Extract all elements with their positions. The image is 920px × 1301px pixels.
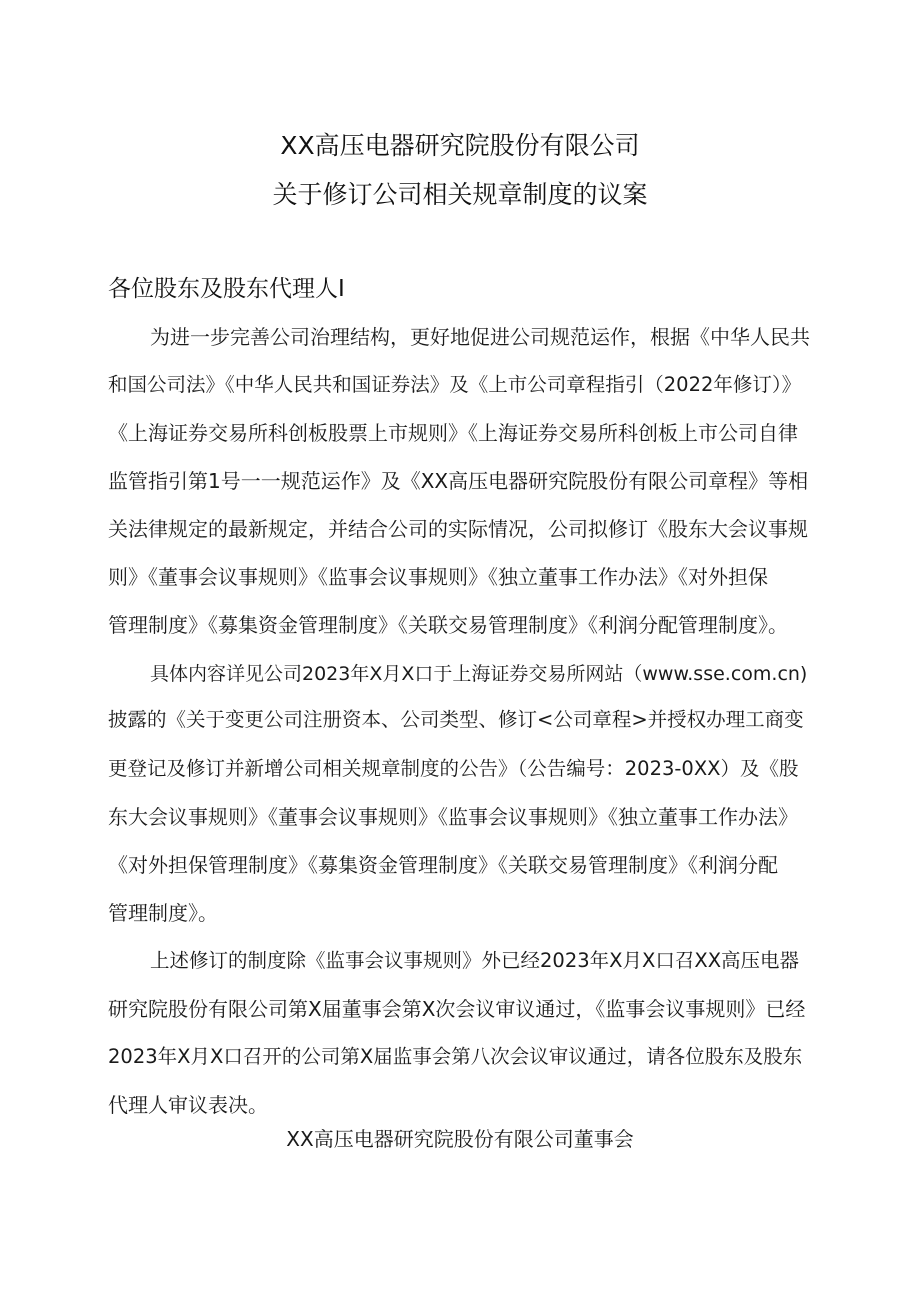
paragraph-line: 《对外担保管理制度》《募集资金管理制度》《关联交易管理制度》《利润分配: [108, 853, 778, 877]
paragraph-line: 代理人审议表决。: [108, 1093, 268, 1117]
paragraph-line: 管理制度》《募集资金管理制度》《关联交易管理制度》《利润分配管理制度》。: [108, 613, 788, 637]
paragraph-line: 则》《董事会议事规则》《监事会议事规则》《独立董事工作办法》《对外担保: [108, 565, 768, 589]
paragraph-line: 《上海证券交易所科创板股票上市规则》《上海证券交易所科创板上市公司自律: [108, 421, 798, 445]
paragraph-line: 研究院股份有限公司第X届董事会第X次会议审议通过，《监事会议事规则》已经: [108, 997, 806, 1021]
greeting: 各位股东及股东代理人I: [108, 276, 345, 302]
paragraph-line: 监管指引第1号一一规范运作》及《XX高压电器研究院股份有限公司章程》等相: [108, 469, 809, 493]
paragraph-line: 具体内容详见公司2023年X月X口于上海证券交易所网站（www.sse.com.cn): [150, 663, 808, 685]
signature: XX高压电器研究院股份有限公司董事会: [286, 1127, 634, 1151]
paragraph-line: 东大会议事规则》《董事会议事规则》《监事会议事规则》《独立董事工作办法》: [108, 805, 798, 829]
paragraph-line: 2023年X月X口召开的公司第X届监事会第八次会议审议通过，请各位股东及股东: [108, 1045, 803, 1068]
paragraph-line: 关法律规定的最新规定，并结合公司的实际情况，公司拟修订《股东大会议事规: [108, 517, 808, 541]
paragraph-line: 和国公司法》《中华人民共和国证券法》及《上市公司章程指引（2022年修订）》: [108, 373, 802, 396]
paragraph-line: 管理制度》。: [108, 901, 218, 925]
document-title-line2: 关于修订公司相关规章制度的议案: [272, 180, 648, 209]
paragraph-line: 更登记及修订并新增公司相关规章制度的公告》（公告编号：2023-0XX）及《股: [108, 757, 799, 780]
document-title-line1: XX高压电器研究院股份有限公司: [280, 131, 640, 160]
paragraph-line: 上述修订的制度除《监事会议事规则》外已经2023年X月X口召XX高压电器: [150, 949, 800, 972]
paragraph-line: 披露的《关于变更公司注册资本、公司类型、修订<公司章程>并授权办理工商变: [108, 708, 804, 731]
paragraph-line: 为进一步完善公司治理结构，更好地促进公司规范运作，根据《中华人民共: [150, 325, 810, 349]
